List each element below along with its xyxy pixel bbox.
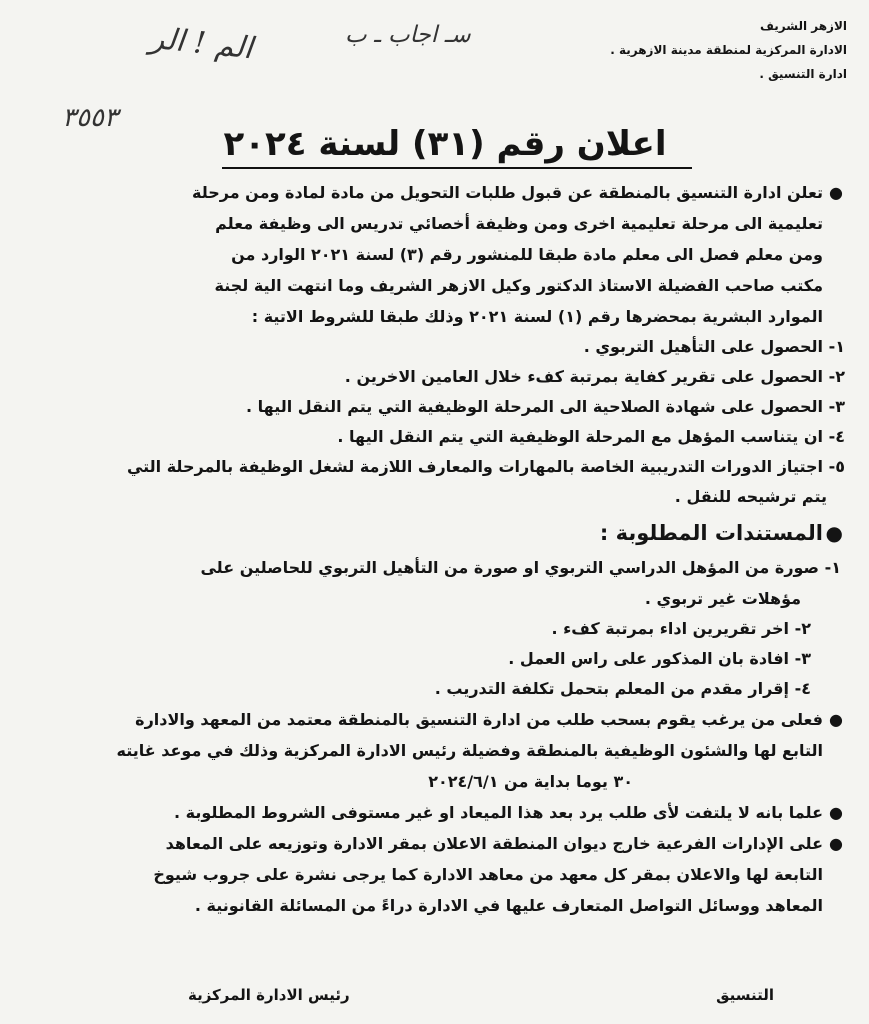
letterhead [507, 14, 847, 86]
text-line: على الإدارات الفرعية خارج ديوان المنطقة الاعلان بمقر الادارة وتوزيعه على المعاهد [165, 834, 823, 853]
signature-coordination: التنسيق [716, 986, 774, 1004]
text-line: علما بانه لا يلتفت لأى طلب يرد بعد هذا الميعاد او غير مستوفى الشروط المطلوبة . [173, 803, 823, 822]
text-line: فعلى من يرغب يقوم بسحب طلب من ادارة التنسيق بالمنطقة معتمد من المعهد والادارة [135, 710, 823, 729]
document-item: ٣- افادة بان المذكور على راس العمل . [508, 649, 811, 668]
documents-list [23, 552, 845, 704]
intro-paragraph [23, 177, 845, 332]
condition-item: ١- الحصول على التأهيل التربوي . [583, 337, 845, 356]
bullet-icon: ● [829, 834, 843, 853]
announcement-title: اعلان رقم (٣١) لسنة ٢٠٢٤ [223, 124, 667, 164]
letterhead-line-3: ادارة التنسيق . [759, 67, 847, 81]
bullet-icon: ● [829, 710, 843, 729]
bullet-icon: ● [829, 803, 843, 822]
announcement-body [23, 177, 845, 921]
application-note [23, 704, 845, 797]
condition-item: ٢- الحصول على تقرير كفاية بمرتبة كفء خلال العامين الاخرين . [344, 367, 845, 386]
document-item: ٢- اخر تقريرين اداء بمرتبة كفء . [551, 619, 811, 638]
bullet-icon: ● [829, 183, 843, 202]
text-line: ٣٠ يوما بداية من ٢٠٢٤/٦/١ [428, 772, 633, 791]
text-line: الموارد البشرية بمحضرها رقم (١) لسنة ٢٠٢١ وذلك طبقا للشروط الاتية : [251, 307, 823, 326]
text-line: المعاهد ووسائل التواصل المتعارف عليها في الادارة دراءً من المسائلة القانونية . [194, 896, 823, 915]
document-item-continued: مؤهلات غير تربوي . [644, 589, 801, 608]
handwritten-number: ٣٥٥٣ [62, 103, 118, 133]
condition-item: ٤- ان يتناسب المؤهل مع المرحلة الوظيفية التي يتم النقل اليها . [337, 427, 845, 446]
document-item: ٤- إقرار مقدم من المعلم بتحمل تكلفة التدريب . [434, 679, 811, 698]
text-line: تعلن ادارة التنسيق بالمنطقة عن قبول طلبات التحويل من مادة لمادة ومن مرحلة [191, 183, 823, 202]
text-line: التابعة لها والاعلان بمقر كل معهد من معاهد الادارة كما يرجى نشرة على جروب شيوخ [153, 865, 823, 884]
letterhead-line-2: الادارة المركزية لمنطقة مدينة الازهرية . [610, 43, 847, 57]
letterhead-line-1: الازهر الشريف [759, 19, 847, 33]
text-line: مكتب صاحب الفضيلة الاستاذ الدكتور وكيل الازهر الشريف وما انتهت الية لجنة [214, 276, 823, 295]
distribution-note [23, 828, 845, 921]
document-item: ١- صورة من المؤهل الدراسي التربوي او صورة من التأهيل التربوي للحاصلين على [200, 558, 841, 577]
bullet-icon: ● [825, 521, 843, 545]
documents-heading [523, 514, 845, 552]
condition-item: ٥- اجتياز الدورات التدريبية الخاصة بالمهارات والمعارف اللازمة لشغل الوظيفة بالمرحلة التي [126, 457, 845, 476]
handwritten-note: الم ! الر [148, 20, 255, 67]
text-line: التابع لها والشئون الوظيفية بالمنطقة وفضيلة رئيس الادارة المركزية وذلك في موعد غايته [116, 741, 823, 760]
text-line: ومن معلم فصل الى معلم مادة طبقا للمنشور رقم (٣) لسنة ٢٠٢١ الوارد من [231, 245, 823, 264]
deadline-note [23, 797, 845, 828]
condition-item-continued: يتم ترشيحه للنقل . [674, 487, 827, 506]
title-underline [222, 167, 692, 169]
condition-item: ٣- الحصول على شهادة الصلاحية الى المرحلة الوظيفية التي يتم النقل اليها . [245, 397, 845, 416]
conditions-list [23, 332, 845, 512]
handwritten-note: سـ اجاب ـ ب [345, 22, 471, 48]
documents-heading-text: المستندات المطلوبة : [599, 521, 823, 545]
signature-central-admin-head: رئيس الادارة المركزية [188, 986, 350, 1004]
text-line: تعليمية الى مرحلة تعليمية اخرى ومن وظيفة أخصائي تدريس الى وظيفة معلم [215, 214, 823, 233]
